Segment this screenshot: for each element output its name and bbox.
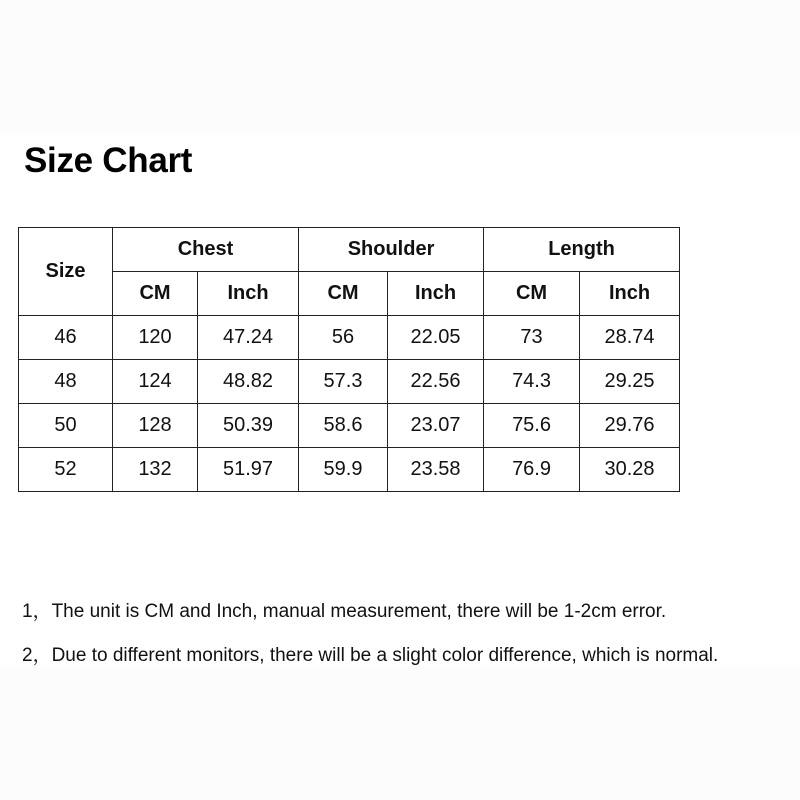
table-cell: 22.56: [388, 360, 484, 404]
table-cell: 46: [19, 316, 113, 360]
unit-header: CM: [484, 272, 580, 316]
table-row: [19, 316, 680, 360]
table-unit-row: [19, 272, 680, 316]
page-title: Size Chart: [24, 141, 193, 180]
unit-header: Inch: [580, 272, 680, 316]
table-cell: 22.05: [388, 316, 484, 360]
table-cell: 28.74: [580, 316, 680, 360]
table-cell: 23.58: [388, 448, 484, 492]
table-cell: 73: [484, 316, 580, 360]
notes: [22, 590, 718, 678]
size-table: [18, 227, 680, 492]
table-cell: 75.6: [484, 404, 580, 448]
table-row: [19, 360, 680, 404]
table-header-row: [19, 228, 680, 272]
table-cell: 128: [113, 404, 198, 448]
table-cell: 29.25: [580, 360, 680, 404]
note-number: 2，: [22, 645, 52, 666]
table-cell: 50: [19, 404, 113, 448]
table-cell: 52: [19, 448, 113, 492]
table-cell: 29.76: [580, 404, 680, 448]
length-header: Length: [484, 228, 680, 272]
table-row: [19, 448, 680, 492]
table-row: [19, 404, 680, 448]
table-cell: 58.6: [299, 404, 388, 448]
table-cell: 76.9: [484, 448, 580, 492]
table-cell: 59.9: [299, 448, 388, 492]
table-cell: 51.97: [198, 448, 299, 492]
shoulder-header: Shoulder: [299, 228, 484, 272]
unit-header: CM: [299, 272, 388, 316]
note-text: The unit is CM and Inch, manual measurement, there will be 1-2cm error.: [51, 601, 667, 622]
unit-header: CM: [113, 272, 198, 316]
table-cell: 57.3: [299, 360, 388, 404]
note-item: [22, 590, 718, 634]
table-cell: 47.24: [198, 316, 299, 360]
table-cell: 30.28: [580, 448, 680, 492]
chest-header: Chest: [113, 228, 299, 272]
table-cell: 50.39: [198, 404, 299, 448]
table-cell: 132: [113, 448, 198, 492]
table-cell: 120: [113, 316, 198, 360]
table-cell: 56: [299, 316, 388, 360]
table-cell: 48.82: [198, 360, 299, 404]
note-item: [22, 634, 718, 678]
table-cell: 48: [19, 360, 113, 404]
note-text: Due to different monitors, there will be a slight color difference, which is normal.: [51, 645, 719, 666]
unit-header: Inch: [388, 272, 484, 316]
size-header: Size: [19, 228, 113, 316]
table-cell: 74.3: [484, 360, 580, 404]
table-cell: 23.07: [388, 404, 484, 448]
table-cell: 124: [113, 360, 198, 404]
note-number: 1，: [22, 601, 52, 622]
unit-header: Inch: [198, 272, 299, 316]
